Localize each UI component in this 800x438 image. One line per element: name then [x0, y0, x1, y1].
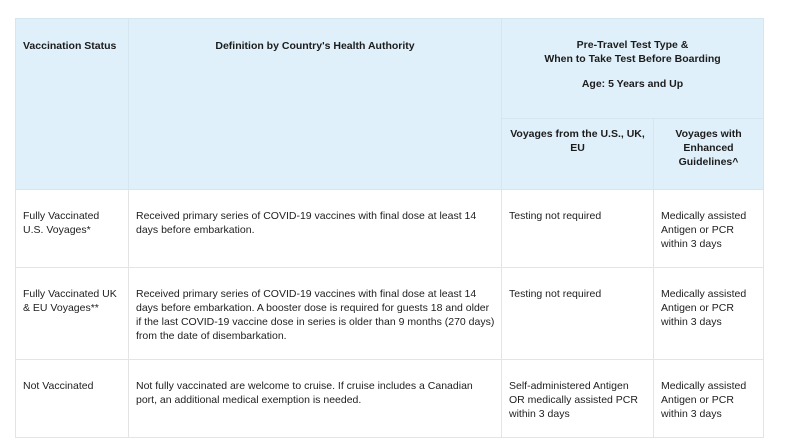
cell-test-standard: Testing not required [502, 190, 654, 268]
table-row [16, 190, 764, 268]
cell-test-enhanced: Medically assisted Antigen or PCR within 3 days [654, 190, 764, 268]
header-age: Age: 5 Years and Up [581, 78, 684, 90]
cell-definition: Received primary series of COVID-19 vaccines with final dose at least 14 days before embarkation. A booster dose is required for guests 18 and older if the last COVID-19 vaccine dose in series is older than 9 months (270 days) from the date of disembarkation. [129, 268, 502, 360]
header-group-line1: Pre-Travel Test Type & [576, 39, 689, 51]
header-voyages-enhanced: Voyages with Enhanced Guidelines^ [654, 119, 764, 190]
cell-status: Fully Vaccinated U.S. Voyages* [16, 190, 129, 268]
cell-test-enhanced: Medically assisted Antigen or PCR within 3 days [654, 268, 764, 360]
cell-definition: Received primary series of COVID-19 vaccines with final dose at least 14 days before embarkation. [129, 190, 502, 268]
header-pre-travel-test [502, 19, 764, 119]
table-row [16, 268, 764, 360]
cell-status: Not Vaccinated [16, 360, 129, 438]
header-group-line2: When to Take Test Before Boarding [544, 53, 721, 65]
cell-status: Fully Vaccinated UK & EU Voyages** [16, 268, 129, 360]
header-voyages-us-uk-eu: Voyages from the U.S., UK, EU [502, 119, 654, 190]
header-definition: Definition by Country's Health Authority [129, 19, 502, 190]
table-row [16, 360, 764, 438]
header-vaccination-status: Vaccination Status [16, 19, 129, 190]
cell-test-standard: Testing not required [502, 268, 654, 360]
cell-test-standard: Self-administered Antigen OR medically assisted PCR within 3 days [502, 360, 654, 438]
cell-definition: Not fully vaccinated are welcome to cruise. If cruise includes a Canadian port, an additional medical exemption is needed. [129, 360, 502, 438]
vaccination-table [15, 18, 764, 438]
table-body [16, 190, 764, 438]
table-header [16, 19, 764, 190]
cell-test-enhanced: Medically assisted Antigen or PCR within 3 days [654, 360, 764, 438]
